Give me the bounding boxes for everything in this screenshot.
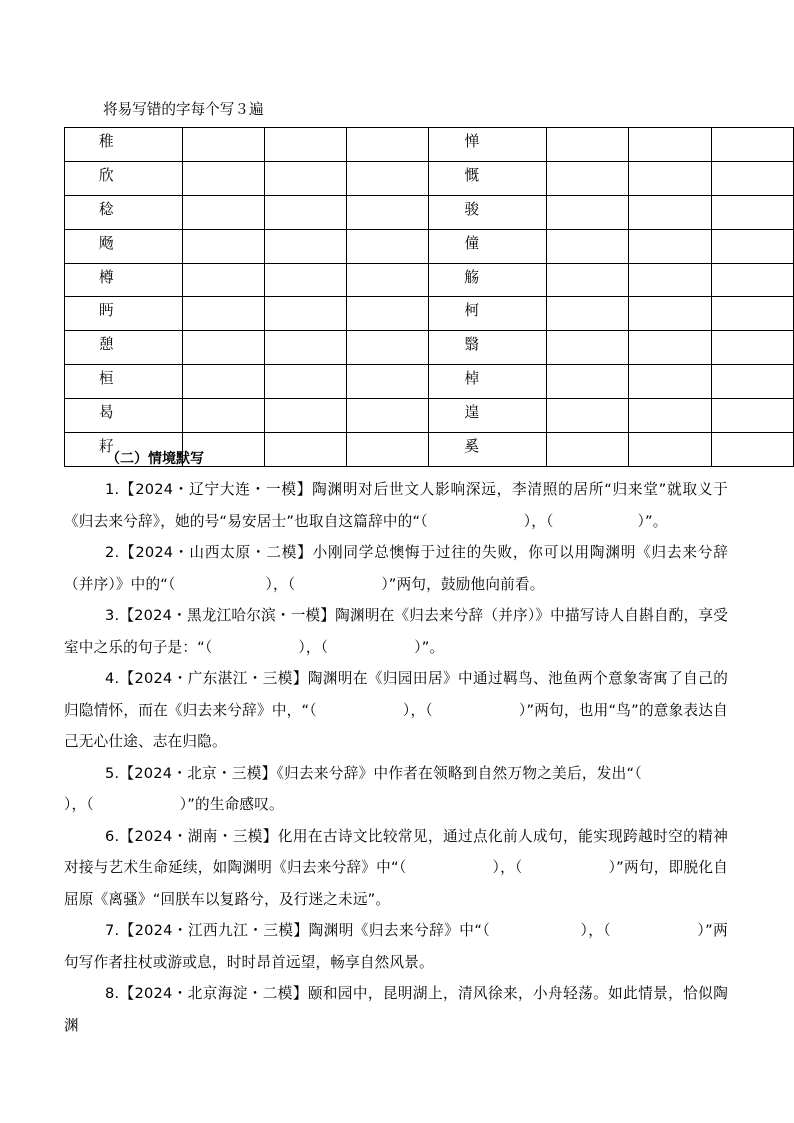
practice-cell[interactable] xyxy=(264,195,346,229)
practice-cell[interactable] xyxy=(182,195,264,229)
practice-cell[interactable] xyxy=(182,229,264,263)
question-number: 5. xyxy=(105,764,120,782)
char-cell: 奚 xyxy=(429,433,547,467)
practice-cell[interactable] xyxy=(547,195,629,229)
question-item: 5.【2024・北京・三模】《归去来兮辞》中作者在领略到自然万物之美后，发出“（），（ ）”的生命感叹。 xyxy=(64,764,642,813)
practice-cell[interactable] xyxy=(347,399,429,433)
char-row xyxy=(65,297,794,331)
practice-cell[interactable] xyxy=(629,365,711,399)
char-cell: 憩 xyxy=(65,331,183,365)
practice-cell[interactable] xyxy=(547,128,629,162)
question-source: 【2024・湖南・三模】 xyxy=(119,827,278,845)
practice-cell[interactable] xyxy=(264,263,346,297)
char-cell: 桓 xyxy=(65,365,183,399)
char-cell: 欣 xyxy=(65,161,183,195)
practice-cell[interactable] xyxy=(711,195,793,229)
practice-cell[interactable] xyxy=(711,161,793,195)
practice-cell[interactable] xyxy=(547,297,629,331)
question-text: 陶渊明对后世文人影响深远，李清照的居所“归来堂”就取义于《归去来兮辞》，她的号“易安居士”也取自这篇辞中的“（ xyxy=(64,481,728,530)
practice-cell[interactable] xyxy=(182,399,264,433)
question-source: 【2024・黑龙江哈尔滨・一模】 xyxy=(119,607,336,624)
practice-cell[interactable] xyxy=(347,195,429,229)
char-row xyxy=(65,365,794,399)
practice-cell[interactable] xyxy=(182,128,264,162)
practice-cell[interactable] xyxy=(347,297,429,331)
question-item: 7.【2024・江西九江・三模】陶渊明《归去来兮辞》中“（ ），（ ）”两句写作者拄杖或游或息，时时昂首远望，畅享自然风景。 xyxy=(64,922,728,971)
question-text: 《归去来兮辞》中作者在领略到自然万物之美后，发出“（ xyxy=(276,764,642,782)
practice-cell[interactable] xyxy=(629,399,711,433)
char-cell: 柯 xyxy=(429,297,547,331)
practice-cell[interactable] xyxy=(347,161,429,195)
char-cell: 樽 xyxy=(65,263,183,297)
practice-cell[interactable] xyxy=(347,365,429,399)
question-item: 6.【2024・湖南・三模】化用在古诗文比较常见，通过点化前人成句，能实现跨越时空的精神对接与艺术生命延续，如陶渊明《归去来兮辞》中“（ ），（ ）”两句，即脱化自屈原《离骚》“回朕车以复路兮，及行迷之未远”。 xyxy=(64,827,728,908)
practice-cell[interactable] xyxy=(264,128,346,162)
practice-cell[interactable] xyxy=(711,399,793,433)
char-cell: 棹 xyxy=(429,365,547,399)
char-cell: 遑 xyxy=(429,399,547,433)
question-list xyxy=(64,474,728,1041)
char-row xyxy=(65,331,794,365)
question-source: 【2024・广东湛江・三模】 xyxy=(119,670,308,687)
practice-cell[interactable] xyxy=(182,161,264,195)
practice-cell[interactable] xyxy=(347,229,429,263)
char-cell: 骏 xyxy=(429,195,547,229)
instruction-text: 将易写错的字每个写３遍 xyxy=(103,101,264,118)
char-cell: 僮 xyxy=(429,229,547,263)
practice-cell[interactable] xyxy=(629,229,711,263)
char-cell: 翳 xyxy=(429,331,547,365)
char-row xyxy=(65,195,794,229)
practice-cell[interactable] xyxy=(547,433,629,467)
char-cell: 耔 xyxy=(65,433,183,467)
practice-cell[interactable] xyxy=(264,365,346,399)
char-row xyxy=(65,263,794,297)
char-cell: 眄 xyxy=(65,297,183,331)
char-row xyxy=(65,128,794,162)
practice-cell[interactable] xyxy=(182,331,264,365)
practice-cell[interactable] xyxy=(182,297,264,331)
practice-cell[interactable] xyxy=(264,229,346,263)
question-text: 小刚同学总懊悔于过往的失败，你可以用陶渊明《归去来兮辞（并序）》中的“（ xyxy=(64,544,728,593)
question-item: 2.【2024・山西太原・二模】小刚同学总懊悔于过往的失败，你可以用陶渊明《归去来兮辞（并序）》中的“（ ），（ ）”两句，鼓励他向前看。 xyxy=(64,544,728,593)
char-cell: 觞 xyxy=(429,263,547,297)
question-item: 4.【2024・广东湛江・三模】陶渊明在《归园田居》中通过羁鸟、池鱼两个意象寄寓了自己的归隐情怀，而在《归去来兮辞》中，“（ ），（ ）”两句，也用“鸟”的意象表达自己无心仕途、志在归隐。 xyxy=(64,670,728,750)
practice-cell[interactable] xyxy=(629,128,711,162)
char-cell: 稔 xyxy=(65,195,183,229)
practice-cell[interactable] xyxy=(347,331,429,365)
practice-cell[interactable] xyxy=(347,433,429,467)
question-number: 6. xyxy=(105,827,120,845)
question-text: 化用在古诗文比较常见，通过点化前人成句，能实现跨越时空的精神对接与艺术生命延续，如陶渊明《归去来兮辞》中“（ xyxy=(64,827,728,876)
char-row xyxy=(65,229,794,263)
practice-cell[interactable] xyxy=(264,161,346,195)
question-number: 7. xyxy=(105,922,120,939)
practice-cell[interactable] xyxy=(264,297,346,331)
practice-cell[interactable] xyxy=(711,128,793,162)
practice-cell[interactable] xyxy=(711,365,793,399)
practice-cell[interactable] xyxy=(547,229,629,263)
question-number: 3. xyxy=(105,607,120,624)
practice-cell[interactable] xyxy=(264,433,346,467)
question-number: 8. xyxy=(105,985,120,1002)
practice-cell[interactable] xyxy=(547,399,629,433)
practice-cell[interactable] xyxy=(629,433,711,467)
practice-cell[interactable] xyxy=(182,263,264,297)
question-number: 4. xyxy=(105,670,120,687)
char-cell: 曷 xyxy=(65,399,183,433)
practice-cell[interactable] xyxy=(547,365,629,399)
question-source: 【2024・北京海淀・二模】 xyxy=(119,985,308,1002)
practice-cell[interactable] xyxy=(711,331,793,365)
practice-cell[interactable] xyxy=(347,263,429,297)
practice-cell[interactable] xyxy=(547,331,629,365)
practice-cell[interactable] xyxy=(629,331,711,365)
practice-cell[interactable] xyxy=(711,297,793,331)
section-title: （二）情境默写 xyxy=(106,451,204,467)
char-practice-table xyxy=(64,127,794,467)
practice-cell[interactable] xyxy=(711,433,793,467)
question-source: 【2024・北京・三模】 xyxy=(119,764,277,782)
question-text: 陶渊明在《归园田居》中通过羁鸟、池鱼两个意象寄寓了自己的归隐情怀，而在《归去来兮辞》中，“（ xyxy=(64,670,728,719)
question-text: 陶渊明在《归去来兮辞（并序）》中描写诗人自斟自酌，享受室中之乐的句子是：“（ xyxy=(64,607,728,656)
practice-cell[interactable] xyxy=(264,399,346,433)
question-number: 2. xyxy=(105,544,120,561)
char-row xyxy=(65,161,794,195)
char-cell: 慨 xyxy=(429,161,547,195)
char-cell: 稚 xyxy=(65,128,183,162)
question-text: 陶渊明《归去来兮辞》中“（ xyxy=(308,922,491,939)
question-item: 1.【2024・辽宁大连・一模】陶渊明对后世文人影响深远，李清照的居所“归来堂”就取义于《归去来兮辞》，她的号“易安居士”也取自这篇辞中的“（ ），（ ）”。 xyxy=(64,481,728,530)
question-item xyxy=(64,978,728,1041)
practice-cell[interactable] xyxy=(711,229,793,263)
question-source: 【2024・山西太原・二模】 xyxy=(119,544,313,561)
practice-cell[interactable] xyxy=(711,263,793,297)
char-cell: 惮 xyxy=(429,128,547,162)
question-source: 【2024・辽宁大连・一模】 xyxy=(119,481,313,498)
question-number: 1. xyxy=(105,481,120,498)
practice-cell[interactable] xyxy=(629,297,711,331)
practice-cell[interactable] xyxy=(629,195,711,229)
practice-cell[interactable] xyxy=(629,161,711,195)
question-item: 3.【2024・黑龙江哈尔滨・一模】陶渊明在《归去来兮辞（并序）》中描写诗人自斟自酌，享受室中之乐的句子是：“（ ），（ ）”。 xyxy=(64,607,728,656)
char-cell: 飏 xyxy=(65,229,183,263)
practice-cell[interactable] xyxy=(547,263,629,297)
practice-cell[interactable] xyxy=(347,128,429,162)
practice-cell[interactable] xyxy=(264,331,346,365)
question-text: 颐和园中，昆明湖上，清风徐来，小舟轻荡。如此情景，恰似陶渊 xyxy=(64,985,728,1034)
question-source: 【2024・江西九江・三模】 xyxy=(119,922,309,939)
char-row xyxy=(65,399,794,433)
practice-cell[interactable] xyxy=(629,263,711,297)
practice-cell[interactable] xyxy=(547,161,629,195)
practice-cell[interactable] xyxy=(182,365,264,399)
